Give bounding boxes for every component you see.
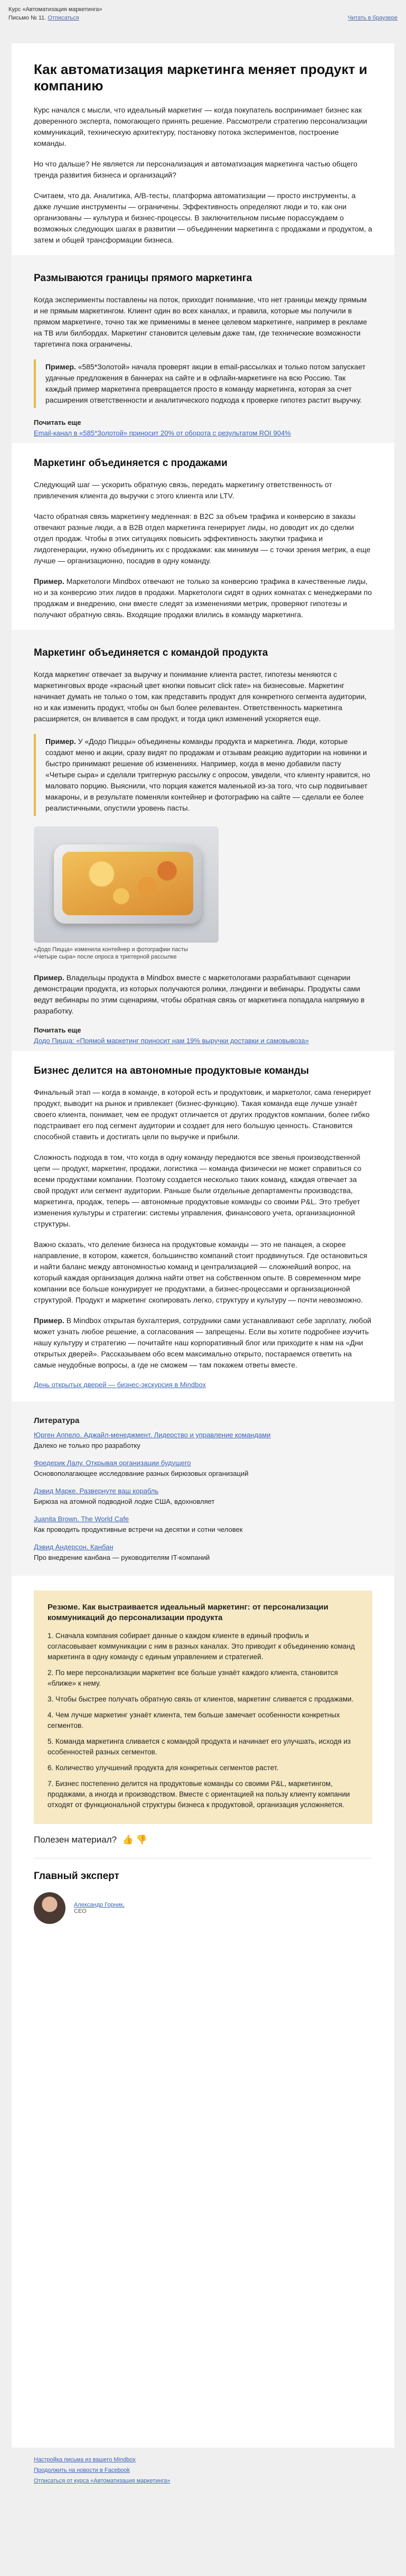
literature-link[interactable]: Juanita Brown. The World Cafe xyxy=(34,1515,129,1523)
literature-desc: Далеко не только про разработку xyxy=(34,1442,140,1449)
example-label: Пример. xyxy=(34,577,64,585)
expert-card xyxy=(34,1892,372,1924)
pasta-photo xyxy=(34,826,219,943)
section-paragraph: Часто обратная связь маркетингу медленная: в B2C за объем трафика и конверсию в заказы отвечают разные люди, а в B2B отдел маркетинга генерирует лиды, но доводит их до сделки отдел продаж. Чтобы в этих ситуациях повысить эффективность закупки трафика и лидогенерации, нужно объединить их с продажами: как минимум — с точки зрения метрик, а еще лучше — организационно, посадив в одну команду. xyxy=(34,512,371,565)
unsubscribe-link[interactable]: Отписаться xyxy=(48,15,79,21)
literature-section xyxy=(12,1401,394,1576)
article-card xyxy=(12,43,394,2448)
example-paragraph xyxy=(34,1315,372,1371)
section-title: Размываются границы прямого маркетинга xyxy=(34,273,252,284)
literature-item xyxy=(34,1458,372,1479)
email-footer xyxy=(12,2454,394,2486)
section-title: Маркетинг объединяется с командой продукта xyxy=(34,647,268,658)
expert-role: CEO xyxy=(74,1908,87,1914)
example-text: В Mindbox открытая бухгалтерия, сотрудники сами устанавливают себе зарплату, любой может узнать любое решение, а согласования — запрещены. Если вы хотите подробнее изучить нашу культуру и стратегию — почитайте наш корпоративный блог или приходите к нам на «Дни открытых дверей». Рассказываем обо всем максимально открыто, постараемся ответить на самые неудобные вопросы, а где не сможем — там покажем ответы вместе. xyxy=(34,1316,372,1369)
section-title-teams: Бизнес делится на автономные продуктовые команды xyxy=(34,1065,309,1076)
literature-link[interactable]: Дэвид Марке. Развернуте ваш корабль xyxy=(34,1487,159,1495)
expert-heading: Главный эксперт xyxy=(34,1871,119,1882)
read-more-link[interactable]: Додо Пицца: «Прямой маркетинг приносит нам 19% выручки доставки и самовывоза» xyxy=(34,1037,309,1045)
literature-desc: Про внедрение канбана — руководителям IT-компаний xyxy=(34,1554,210,1561)
email-header xyxy=(0,0,406,32)
summary-item: 1. Сначала компания собирает данные о каждом клиенте в единый профиль и согласовывает коммуникации с ним в разных каналах. Это приводит к объединению команд маркетинга в одну команду с единым управлением и стратегией. xyxy=(48,1632,355,1661)
photo-caption: «Додо Пицца» изменила контейнер и фотографии пасты «Четыре сыра» после опроса в триггерной рассылке xyxy=(34,946,188,960)
section-product xyxy=(12,630,394,1051)
literature-link[interactable]: Юрген Аппело. Аджайл-менеджмент. Лидерство и управление командами xyxy=(34,1431,271,1439)
intro-paragraph-1: Курс начался с мысли, что идеальный маркетинг — когда покупатель воспринимает бизнес как доверенного эксперта, помогающего принять решение. Рассмотрели стратегию персонализации коммуникаций, техническую архитектуру, постановку потока экспериментов, построение команды. xyxy=(34,106,367,147)
feedback-thumbs-icon[interactable]: 👍 👎 xyxy=(122,1835,147,1845)
example-text: У «Додо Пиццы» объединены команды продукта и маркетинга. Люди, которые создают меню и акции, сразу видят по продажам и отзывам реакцию аудитории на новинки и быстро принимают решение об изменениях. Например, когда в меню добавили пасту «Четыре сыра» и сделали триггерную рассылку с опросом, увидели, что клиенту нравится, но маловато порцию. Выяснили, что порция кажется маленькой из-за того, что сыр подвигывает макароны, и в результате поменяли контейнер и фотографию на сайте — сделали ее более реалистичными, опустили уровень пасты. xyxy=(45,737,371,812)
example-paragraph xyxy=(34,972,372,1017)
section-title-sales: Маркетинг объединяется с продажами xyxy=(34,458,228,469)
literature-item xyxy=(34,1430,372,1451)
example-label: Пример. xyxy=(34,1316,64,1325)
intro-paragraph-3: Считаем, что да. Аналитика, A/B-тесты, платформа автоматизации — просто инструменты, а даже лучшие инструменты — ограничены. Эффективность определяют люди и то, как они организованы — культура и бизнес-процессы. В заключительном письме порассуждаем о возможных следующих шагах в развитии — объединении маркетинга с продажами и продуктом, а затем и общей трансформации бизнеса. xyxy=(34,191,372,244)
summary-item: 2. По мере персонализации маркетинг все больше узнаёт каждого клиента, становится «ближе» к нему. xyxy=(48,1669,338,1687)
section-paragraph: Когда маркетинг отвечает за выручку и понимание клиента растет, гипотезы меняются с маркетинговых вроде «красный цвет кнопки повысит click rate» на бизнесовые. Маркетинг начинает думать не только о том, как представить продукт для конкретного сегмента аудитории, но и как изменить продукт, чтобы он был более релевантен. Ответственность маркетинга расширяется, он вливается в сам продукт, и тогда цикл изменений ускоряется еще. xyxy=(34,670,367,723)
footer-link-unsubscribe[interactable]: Отписаться от курса «Автоматизация маркетинга» xyxy=(34,2478,171,2484)
read-in-browser-link[interactable]: Читать в браузере xyxy=(347,15,398,21)
summary-item: 6. Количество улучшений продукта для конкретных сегментов растет. xyxy=(48,1764,279,1772)
example-quote xyxy=(34,734,372,816)
literature-item xyxy=(34,1542,372,1563)
pasta-shape xyxy=(62,852,193,915)
section-paragraph: Следующий шаг — ускорить обратную связь, передать маркетингу ответственность от привлечения клиента до выручки с этого клиента или LTV. xyxy=(34,480,333,500)
read-more-label: Почитать еще xyxy=(34,419,81,426)
literature-desc: Как проводить продуктивные встречи на десятки и сотни человек xyxy=(34,1526,243,1533)
letter-meta xyxy=(8,15,398,21)
intro-paragraph-2: Но что дальше? Не является ли персонализация и автоматизация маркетинга частью общего тренда развития бизнеса и организаций? xyxy=(34,160,357,179)
summary-title: Резюме. Как выстраивается идеальный маркетинг: от персонализации коммуникаций до персонализации продукта xyxy=(48,1603,328,1622)
letter-number: Письмо № 11. xyxy=(8,15,46,21)
literature-item xyxy=(34,1514,372,1535)
section-paragraph: Финальный этап — когда в команде, в которой есть и продуктовик, и маркетолог, сама генерирует продукт, выводит на рынок и привлекает (бизнес-функцию). Такая команда еще лучше узнаёт своего клиента, понимает, чем ее продукт отличается от других продуктов компании, более гибко подстраивает его под сегмент аудитории и создает для него большую ценность. Становится способной ставить и достигать цели по выручке и прибыли. xyxy=(34,1088,372,1141)
section-paragraph: Важно сказать, что деление бизнеса на продуктовые команды — это не панацея, а скорее направление, в котором, кажется, большинство компаний стоит продвинуться. Где остановиться и найти баланс между автономностью команд и централизацией — сложнейший вопрос, на который каждая организация должна найти ответ на собственном опыте. В современном мире компании все больше конкурирует не продуктами, а бизнес-процессами и организационной структурой. Продукт и маркетинг скопировать легко, структуру и культуру — почти невозможно. xyxy=(34,1240,367,1304)
footer-link-facebook[interactable]: Продолжить на новости в Facebook xyxy=(34,2467,130,2473)
example-label: Пример. xyxy=(34,973,64,982)
summary-box xyxy=(34,1591,372,1824)
summary-item: 3. Чтобы быстрее получать обратную связь от клиентов, маркетинг сливается с продажами. xyxy=(48,1695,354,1703)
section-direct-marketing xyxy=(12,255,394,443)
summary-item: 7. Бизнес постепенно делится на продуктовые команды со своими P&L, маркетингом, продажами, а иногда и производством. Вместе с ориентацией на пользу клиенту компании отходят от функциональной структуры бизнеса к продуктовой, организация усложняется. xyxy=(48,1780,350,1809)
example-text: «585*Золотой» начала проверят акции в email-рассылках и только потом запускает удачные предложения в баннерах на сайте и в офлайн-маркетинге на всю Россию. Так каждый пример маркетинга превращается просто в команду маркетинга, которая за счет расширения ответственности и аналитического подхода к проверке гипотез растит выручку. xyxy=(45,362,366,404)
open-doors-link[interactable]: День открытых дверей — бизнес-экскурсия в Mindbox xyxy=(34,1381,206,1389)
example-quote xyxy=(34,359,372,408)
article-title: Как автоматизация маркетинга меняет продукт и компанию xyxy=(34,61,367,94)
read-more-label: Почитать еще xyxy=(34,1026,81,1034)
feedback-question: Полезен материал? xyxy=(34,1835,117,1845)
literature-link[interactable]: Фредерик Лалу. Открывая организации будущего xyxy=(34,1459,191,1467)
expert-name[interactable]: Александр Горник, xyxy=(74,1902,125,1908)
feedback-row xyxy=(34,1835,372,1845)
summary-item: 5. Команда маркетинга сливается с командой продукта и начинает его улучшать, исходя из особенностей разных сегментов. xyxy=(48,1737,351,1756)
section-paragraph: Когда эксперименты поставлены на поток, приходит понимание, что нет границы между прямым и не прямым маркетингом. Клиент один во всех каналах, и правила, которые мы получили в прямом маркетинге, точно так же применимы в менее целевом маркетинге, например в рекламе на ТВ или билбордах. Маркетинг становится целевым даже там, где технические возможности таргетинга пока ограничены. xyxy=(34,295,367,348)
literature-desc: Основополагающее исследование разных бирюзовых организаций xyxy=(34,1470,249,1477)
literature-title: Литература xyxy=(34,1416,80,1425)
summary-item: 4. Чем лучше маркетинг узнаёт клиента, тем больше замечает особенности конкретных сегментов. xyxy=(48,1711,340,1729)
avatar xyxy=(34,1892,65,1924)
literature-desc: Бирюза на атомной подводной лодке США, вдохновляет xyxy=(34,1498,215,1505)
footer-link-settings[interactable]: Настройка письма из вашего Mindbox xyxy=(34,2457,136,2463)
example-text: Маркетологи Mindbox отвечают не только за конверсию трафика в качественные лиды, но и за конверсию этих лидов в продажи. Маркетологи сидят в одних комнатах с менеджерами по продажам и внедрению, они вместе следят за изменениями метрик, проверяют гипотезы и получают обратную связь. Входящие продажи влились в команду маркетинга. xyxy=(34,577,372,619)
read-more-link[interactable]: Email-канал в «585*Золотой» приносит 20% от оборота с результатом ROI 904% xyxy=(34,429,291,437)
section-paragraph: Сложность подхода в том, что когда в одну команду передаются все звенья производственной цепи — продукт, маркетинг, продажи, логистика — команда физически не может справиться со всеми продуктами компании. Поэтому создается несколько таких команд, каждая отвечает за свой продукт или сегмент аудитории. Раньше были отдельные департаменты производства, маркетинга, продаж, теперь — автономные продуктовые команды со своими P&L. Это требует изменения культуры и стратегии: системы управления, финансового учета, организационной структуры. xyxy=(34,1153,362,1228)
example-text: Владельцы продукта в Mindbox вместе с маркетологами разрабатывают сценарии демонстрации продукта, из которых получаются ролики, лэндинги и вебинары. Продукты сами ведут вебинары по этим сценариям, чтобы обратная связь от маркетинга попадала напрямую в разработку. xyxy=(34,973,365,1015)
course-title: Курс «Автоматизация маркетинга» xyxy=(8,6,102,13)
literature-item xyxy=(34,1486,372,1507)
example-label: Пример. xyxy=(45,362,76,371)
literature-link[interactable]: Дэвид Андерсон. Канбан xyxy=(34,1543,114,1551)
example-paragraph xyxy=(34,576,372,620)
example-label: Пример. xyxy=(45,737,76,746)
